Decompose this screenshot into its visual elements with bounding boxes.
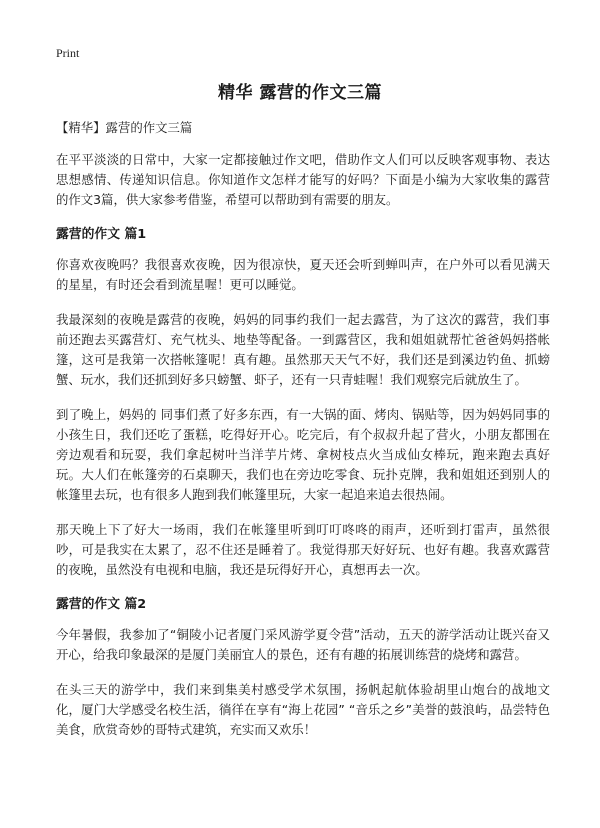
section-1-paragraph-3: 到了晚上，妈妈的 同事们煮了好多东西，有一大锅的面、烤肉、锅贴等，因为妈妈同事的小孩生日，我们还吃了蛋糕，吃得好开心。吃完后，有个叔叔升起了营火，小朋友都围在旁边观看和玩耍，我们拿起树叶当洋芋片烤、拿树枝点火当成仙女棒玩，跑来跑去真好玩。大人们在帐篷旁的石桌聊天，我们也在旁边吃零食、玩扑克牌，我和姐姐还到别人的帐篷里去玩，也有很多人跑到我们帐篷里玩，大家一起追来追去很热闹。: [56, 407, 550, 502]
section-1-paragraph-1: 你喜欢夜晚吗？我很喜欢夜晚，因为很凉快，夏天还会听到蝉叫声，在户外可以看见满天的星星，有时还会看到流星喔！更可以睡觉。: [56, 257, 550, 292]
page-title: 精华 露营的作文三篇: [218, 83, 382, 103]
section-2-paragraph-2: 在头三天的游学中，我们来到集美村感受学术氛围，扬帆起航体验胡里山炮台的战地文化，厦门大学感受名校生活，徜徉在享有“海上花园” “音乐之乡”美誉的鼓浪屿，品尝特色美食，欣赏奇妙的哥特式建筑，充实而又欢乐！: [56, 682, 550, 737]
article-subtitle: 【精华】露营的作文三篇: [56, 120, 193, 135]
section-1-paragraph-2: 我最深刻的夜晚是露营的夜晚，妈妈的同事约我们一起去露营，为了这次的露营，我们事前还跑去买露营灯、充气枕头、地垫等配备。一到露营区，我和姐姐就帮忙爸爸妈妈搭帐篷，这可是我第一次搭帐篷呢！真有趣。虽然那天天气不好，我们还是到溪边钓鱼、抓螃蟹、玩水，我们还抓到好多只螃蟹、虾子，还有一只青蛙喔！我们观察完后就放生了。: [56, 312, 550, 387]
article-body: [56, 118, 550, 755]
section-heading-1: 露营的作文 篇1: [56, 227, 147, 242]
intro-paragraph: 在平平淡淡的日常中，大家一定都接触过作文吧，借助作文人们可以反映客观事物、表达思想感情、传递知识信息。你知道作文怎样才能写的好吗？下面是小编为大家收集的露营的作文3篇，供大家参考借鉴，希望可以帮助到有需要的朋友。: [56, 152, 550, 207]
section-2-paragraph-1: 今年暑假，我参加了“铜陵小记者厦门采风游学夏令营”活动，五天的游学活动让既兴奋又开心，给我印象最深的是厦门美丽宜人的景色，还有有趣的拓展训练营的烧烤和露营。: [56, 627, 550, 662]
section-1-paragraph-4: 那天晚上下了好大一场雨，我们在帐篷里听到叮叮咚咚的雨声，还听到打雷声，虽然很吵，可是我实在太累了，忍不住还是睡着了。我觉得那天好好玩、也好有趣。我喜欢露营的夜晚，虽然没有电视和电脑，我还是玩得好开心，真想再去一次。: [56, 522, 550, 577]
section-heading-2: 露营的作文 篇2: [56, 597, 147, 612]
print-link[interactable]: Print: [56, 46, 80, 60]
